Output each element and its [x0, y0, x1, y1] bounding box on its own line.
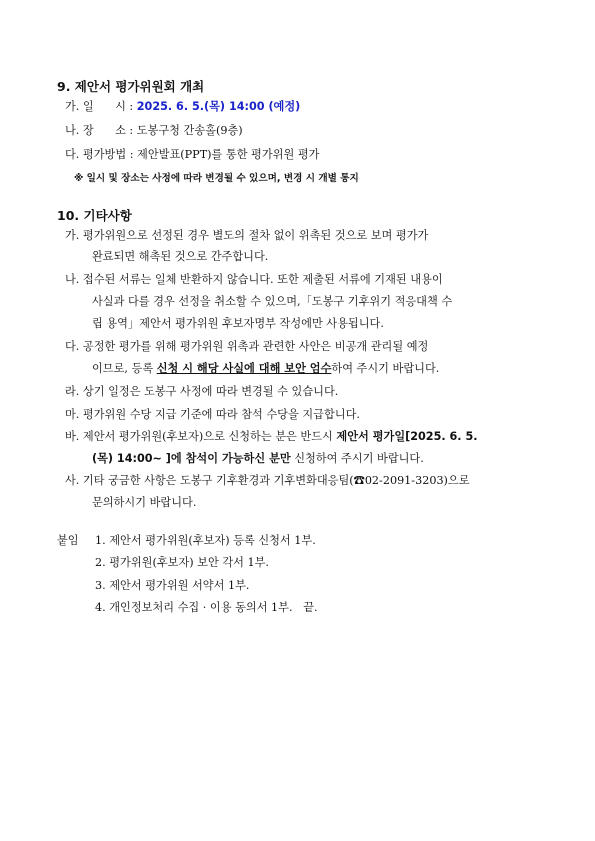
evaluation-date-emphasis: 제안서 평가일[2025. 6. 5.: [336, 430, 478, 443]
meeting-place-row: [65, 125, 243, 136]
attachments-label: 붙임: [57, 534, 79, 547]
item-ra: 라. 상기 일정은 도봉구 사정에 따라 변경될 수 있습니다.: [65, 385, 339, 398]
attachment-item: 2. 평가위원(후보자) 보안 각서 1부.: [95, 556, 269, 569]
meeting-date-value: 2025. 6. 5.(목) 14:00 (예정): [136, 100, 301, 113]
item-sa-line-2: 문의하시기 바랍니다.: [92, 496, 197, 509]
attendance-emphasis: (목) 14:00~ ]에 참석이 가능하신 분만: [92, 452, 291, 465]
item-ga-line-2: 완료되면 해촉된 것으로 간주합니다.: [92, 250, 269, 263]
item-ma: 마. 평가위원 수당 지급 기준에 따라 참석 수당을 지급합니다.: [65, 408, 360, 421]
item-sa-line-1: 사. 기타 궁금한 사항은 도봉구 기후환경과 기후변화대응팀(☎02-2091-3203)으로: [65, 474, 470, 487]
meeting-place-value: 도봉구청 간송홀(9층): [136, 124, 243, 137]
item-da-line-2: [92, 363, 439, 374]
item-da-text-a: 이므로, 등록: [92, 362, 157, 375]
evaluation-method-value: 제안발표(PPT)를 통한 평가위원 평가: [137, 148, 320, 161]
security-emphasis: 신청 시 해당 사실에 대해 보안 엄수: [156, 362, 332, 375]
evaluation-method-label: 다. 평가방법 :: [65, 148, 134, 161]
item-da-line-1: 다. 공정한 평가를 위해 평가위원 위촉과 관련한 사안은 비공개 관리될 예정: [65, 340, 429, 353]
attachment-item: 4. 개인정보처리 수집 · 이용 동의서 1부. 끝.: [95, 601, 318, 614]
item-ga-line-1: 가. 평가위원으로 선정된 경우 별도의 절차 없이 위촉된 것으로 보며 평가가: [65, 229, 429, 242]
item-na-line-2: 사실과 다를 경우 선정을 취소할 수 있으며,「도봉구 기후위기 적응대책 수: [92, 295, 453, 308]
meeting-date-row: [65, 101, 300, 112]
attachment-item: 3. 제안서 평가위원 서약서 1부.: [95, 579, 250, 592]
item-ba-line-1: [65, 431, 478, 442]
item-na-line-1: 나. 접수된 서류는 일체 반환하지 않습니다. 또한 제출된 서류에 기재된 내용이: [65, 273, 443, 286]
item-da-text-c: 하여 주시기 바랍니다.: [331, 362, 440, 375]
schedule-change-note: ※ 일시 및 장소는 사정에 따라 변경될 수 있으며, 변경 시 개별 통지: [74, 173, 359, 184]
attachment-item: 1. 제안서 평가위원(후보자) 등록 신청서 1부.: [95, 534, 316, 547]
item-na-line-3: 립 용역」제안서 평가위원 후보자명부 작성에만 사용됩니다.: [92, 317, 384, 330]
evaluation-method-row: [65, 149, 319, 160]
item-ba-line-2: [92, 453, 424, 464]
item-ba-text-b: 신청하여 주시기 바랍니다.: [290, 452, 424, 465]
item-ba-text-a: 바. 제안서 평가위원(후보자)으로 신청하는 분은 반드시: [65, 430, 337, 443]
meeting-place-label: 나. 장 소 :: [65, 124, 134, 137]
section-10-title: 10. 기타사항: [57, 208, 132, 223]
section-9-title: 9. 제안서 평가위원회 개최: [57, 79, 205, 94]
meeting-date-label: 가. 일 시 :: [65, 100, 134, 113]
